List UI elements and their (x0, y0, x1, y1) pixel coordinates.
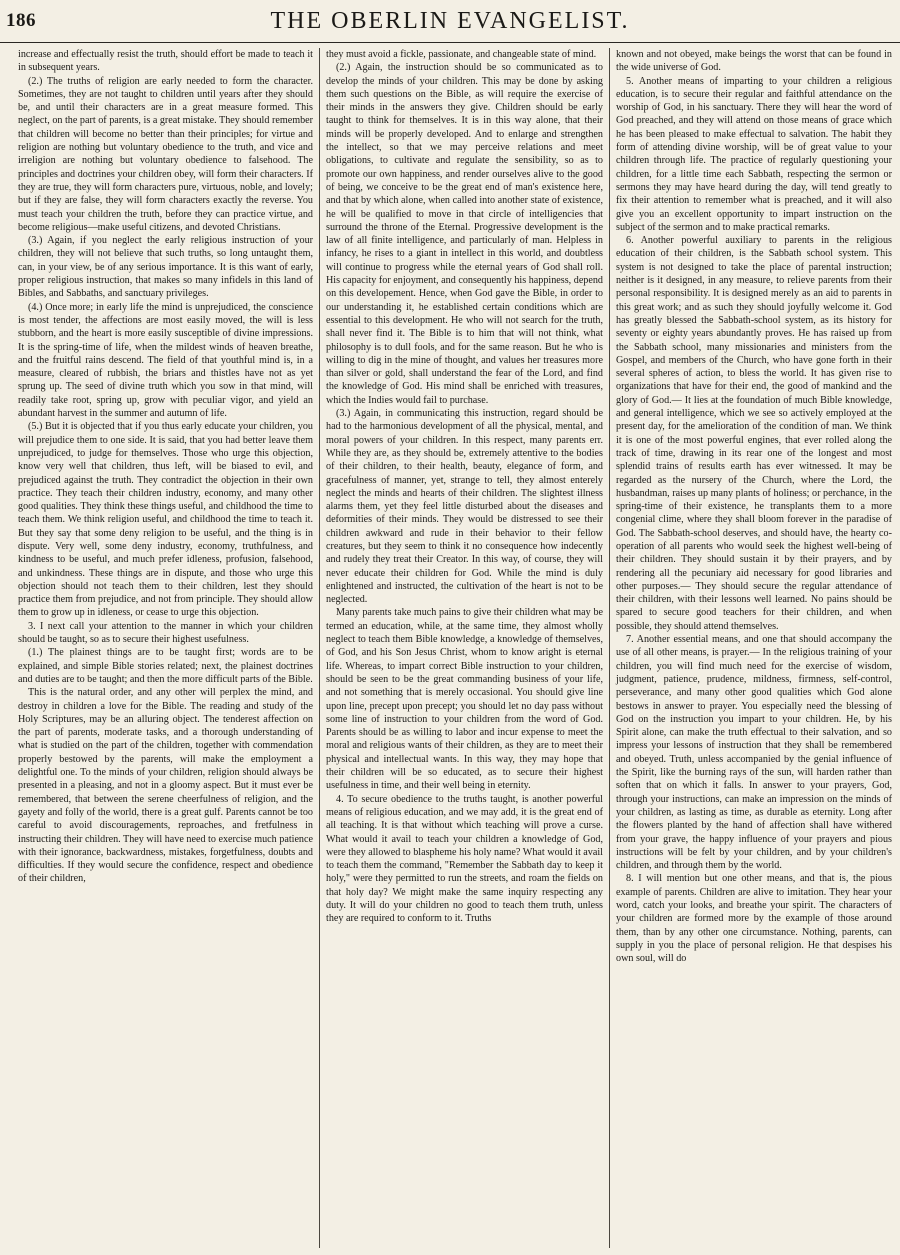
page-header (0, 0, 900, 43)
column-1-paragraph: (1.) The plainest things are to be taught first; words are to be explained, and simple Bible stories related; next, the plainest doctrines and duties are to be taught; and then the more difficult parts of the Bible. (18, 647, 313, 685)
column-2-paragraph: (2.) Again, the instruction should be so communicated as to develop the minds of your children. This may be done by asking them such questions on the Bible, as will require the exercise of their minds in the answers they give. Children should be early taught to think for themselves. It is in this way alone, that their minds will be properly developed. And to enlarge and strengthen the intellect, so that we may perceive relations and meet obligations, to cultivate and regulate the sensibility, so as to promote our own happiness, and render ourselves alive to the good of being, we conceive to be the great end of man's existence here, and that by which alone, when called into another state of existence, he will be qualified to move in that circle of intelligencies that surround the throne of the Eternal. Progressive development is the law of all finite intelligence, and particularly of man. Helpless in infancy, he rises to a giant in intellect in this world, and doubtless will continue to progress while the eternal years of God shall roll. His capacity for enjoyment, and consequently his happiness, depend on this developement. Hence, when God gave the Bible, in order to our understanding it, he established certain conditions which are essential to this development. He who will not search for the truth, shall never find it. The Bible is to him that will not think, what philosophy is to dull fools, and for the same reason. But he who is willing to dig in the mine of thought, and values her treasures more than silver or gold, shall understand the fear of the Lord, and find the knowledge of God. His mind shall be enriched with treasures, which the Indies would fail to purchase. (326, 62, 603, 406)
column-3 (610, 48, 892, 1248)
column-1-paragraph: (2.) The truths of religion are early needed to form the character. Sometimes, they are not taught to children until years after they should be, and until their characters are in a great measure formed. This neglect, on the part of parents, is a great mistake. They should remember that children will become no better than their principles; for virtue and religion are nothing but voluntary obedience to the truth, and vice and irreligion are nothing but voluntary obedience to falsehood. The principles and doctrines your children obey, will form their characters. If they are true, they will form characters pure, virtuous, noble, and lovely; but if they are false, they will form characters exactly the reverse. You must teach your children the truth, before they can practice virtue, and become religious—make useful citizens, and devoted Christians. (18, 75, 313, 233)
column-2-paragraph: 4. To secure obedience to the truths taught, is another powerful means of religious education, and we may add, it is the great end of all teaching. It is that without which teaching will prove a curse. What would it avail to teach your children a knowledge of God, were they allowed to blaspheme his holy name? What would it avail to teach them the command, "Remember the Sabbath day to keep it holy," were they permitted to run the streets, and roam the fields on that holy day? We might make the same inquiry respecting any duty. It will do your children no good to teach them truth, unless they are required to conform to it. Truths (326, 793, 603, 925)
column-3-paragraph: 7. Another essential means, and one that should accompany the use of all other means, is prayer.— In the religious training of your children, you will find much need for the exercise of wisdom, judgment, patience, prudence, mildness, firmness, self-control, perseverance, and many other good qualities which God alone bestows in answer to prayer. You especially need the blessing of God on the instruction you impart to your children. He, by his Spirit alone, can make the truth effectual to their salvation, and so impress your lessons of instruction that they shall be remembered and obeyed. Truth, unless accompanied by the genial influence of the Spirit, like the burning rays of the sun, will harden rather than soften that on which it falls. In answer to your prayers, God, through your instructions, can make an impression on the minds of your children, as lasting as time, as durable as eternity. Long after the flowers planted by the hand of affection shall have withered from your grave, the happy influence of your prayers and pious instructions will be felt by your children, and by your children's children, and through them by the world. (616, 634, 892, 872)
column-1-paragraph: (4.) Once more; in early life the mind is unprejudiced, the conscience is most tender, the affections are most easily moved, the will is less stubborn, and the heart is more easily susceptible of divine impressions. It is the spring-time of life, when the mildest winds of heaven breathe, and the fruitful rains descend. The field of that youthful mind is, in a measure, cleared of rubbish, the briars and thistles have not as yet sprung up. The seed of divine truth which you sow in that mind, will readily take root, spring up, grow with peculiar vigor, and yield an abundant harvest in the summer and autumn of life. (18, 301, 313, 420)
column-1-paragraph: 3. I next call your attention to the manner in which your children should be taught, so as to secure their highest usefulness. (18, 620, 313, 646)
column-3-paragraph: 8. I will mention but one other means, and that is, the pious example of parents. Children are alive to imitation. They hear your word, catch your looks, and breathe your spirit. The characters of your children are formed more by the example of those around them, than by any other one circumstance. Nothing, parents, can supply in you the place of personal religion. He that despises his own soul, will do (616, 873, 892, 965)
column-1-paragraph: increase and effectually resist the truth, should effort be made to teach it in subsequent years. (18, 49, 313, 74)
column-2-paragraph: (3.) Again, in communicating this instruction, regard should be had to the harmonious development of all the physical, mental, and moral powers of your children. In this respect, many parents err. While they are, as they should be, extremely attentive to the bodies of their children, to their health, beauty, elegance of form, and gracefulness of manner, yet, strange to tell, they almost enterely neglect the minds and hearts of their children. The slightest illness alarms them, yet they feel little disturbed about the diseases and deformities of their minds. They would be distressed to see their children awkward and rude in their behavior to their fellow creatures, but they seem to think it no consequence how indecently and rudely they treat their Creator. In this way, of course, they will never educate their children for God. While the mind is duly enlightened and instructed, the cultivation of the heart is not to be neglected. (326, 408, 603, 606)
page-number: 186 (6, 10, 36, 31)
column-3-paragraph: 6. Another powerful auxiliary to parents in the religious education of their children, is the Sabbath school system. This system is not designed to take the place of parental instruction; neither is it designed, in any measure, to relieve parents from their personal responsibility. It is designed merely as an aid to parents in this great work; and as such they should joyfully welcome it. God has greatly blessed the Sabbath-school system, as its history for seventy or eighty years abundantly proves. He has raised up from the Sabbath school, many missionaries and ministers from the Gospel, and members of the Church, who have gone forth in their several spheres of action, to bless the world. It has given rise to organizations that have for their end, the good of mankind and the glory of God.— It lies at the foundation of much Bible knowledge, and general intelligence, which we see so actively employed at the present day, for the amelioration of the condition of man. We think it is one of the most powerful engines, that ever rolled along the track of time, drawing in its rear one of the longest and most splendid trains of results earth has ever witnessed. It may be regarded as the nursery of the Church, where the Lord, the husbandman, raises up many plants of holiness; or perchance, in the spring-time of their existence, he transplants them to a more congenial clime, where they shall bloom forever in the paradise of God. The Sabbath-school deserves, and should have, the hearty co-operation of all parents who would seek the highest well-being of their children. They should sustain it by their prayers, and by rendering all the pecuniary aid necessary for good libraries and other purposes.— They should secure the regular attendance of their children, with their lessons well learned. No pains should be spared to secure good teachers for their children, and when possible, they should attend themselves. (616, 235, 892, 632)
column-1 (18, 48, 320, 1248)
column-2 (320, 48, 610, 1248)
column-3-paragraph: 5. Another means of imparting to your children a religious education, is to secure their regular and faithful attendance on the worship of God, in his sanctuary. There they will hear the word of God preached, and they will attend on those means of grace which he has been pleased to make effectual to salvation. The habit they form of attending divine worship, will be of great value to your children through life. The practice of regularly questioning your children, for a little time each Sabbath, respecting the sermon or sermons they may have heard during the day, will tend greatly to fix their attention to remember what is preached, and it will also give you an excellent opportunity to impart instruction on the subject of the sermon and to make practical remarks. (616, 75, 892, 233)
column-3-paragraph: known and not obeyed, make beings the worst that can be found in the wide universe of God. (616, 49, 892, 74)
masthead-title: THE OBERLIN EVANGELIST. (270, 8, 630, 34)
column-1-paragraph: (3.) Again, if you neglect the early religious instruction of your children, they will not believe that such truths, so long untaught them, can, in your view, be of any serious importance. It is this want of early, proper religious instruction, that makes so many infidels in this land of Bibles, and Sabbaths, and sanctuary privileges. (18, 235, 313, 300)
column-2-paragraph: they must avoid a fickle, passionate, and changeable state of mind. (326, 49, 597, 60)
column-2-paragraph: Many parents take much pains to give their children what may be termed an education, while, at the same time, they almost wholly neglect to teach them Bible knowledge, a knowledge of themselves, of God, and his Son Jesus Christ, whom to know aright is eternal life. Whereas, to impart correct Bible instruction to your children, should be seen to be the great commanding business of your life, and not something that is merely occasional. You should give line upon line, precept upon precept; you should let no day pass without some line of instruction to your children from the word of God. Parents should be as willing to labor and incur expense to meet the moral and religious wants of their children, as they are to meet their physical and intellectual wants. In this way, they may hope that their children will be so educated, as to secure their highest usefulness in time, and their well being in eternity. (326, 607, 603, 792)
column-1-paragraph: This is the natural order, and any other will perplex the mind, and destroy in children a love for the Bible. The reading and study of the Holy Scriptures, may be an alluring object. The tenderest affection on the part of parents, moderate tasks, and a thorough understanding of what is studied on the part of the children, together with commendation properly bestowed by the parents, will make the employment a delightful one. To the minds of your children, religion should always be presented in a pleasing, and not in a gloomy aspect. But it must ever be remembered, that between the serene cheerfulness of religion, and the gayety and folly of the world, there is a great gulf. Parents cannot be too careful to avoid discouragements, reproaches, and fretfulness in instructing their children. They will have need to exercise much patience with their ignorance, backwardness, mistakes, forgetfulness, doubts and difficulties. If they would secure the confidence, respect and obedience of their children, (18, 687, 313, 885)
column-1-paragraph: (5.) But it is objected that if you thus early educate your children, you will prejudice them to one side. It is said, that you had better leave them unprejudiced, to judge for themselves. Those who urge this objection, know very well that children, thus left, will be biased to evil, and prejudiced against the truth. They contradict the objection in their own practice. They teach their children industry, economy, and many other good qualities. They think these things useful, and childhood the time to teach them. We think religion useful, and childhood the time to teach it. But they say that some deny religion to be useful, and the thing is in dispute. Very well, some deny industry, economy, truthfulness, and kindness to be useful, and much prefer idleness, profusion, falsehood, and unkindness. These things are in dispute, and those who urge this objection should not teach them to their children, lest they should practice them from prejudice, and not from principle. They should allow them to grow up in idleness, or cease to urge this objection. (18, 421, 313, 619)
text-columns (18, 48, 892, 1248)
